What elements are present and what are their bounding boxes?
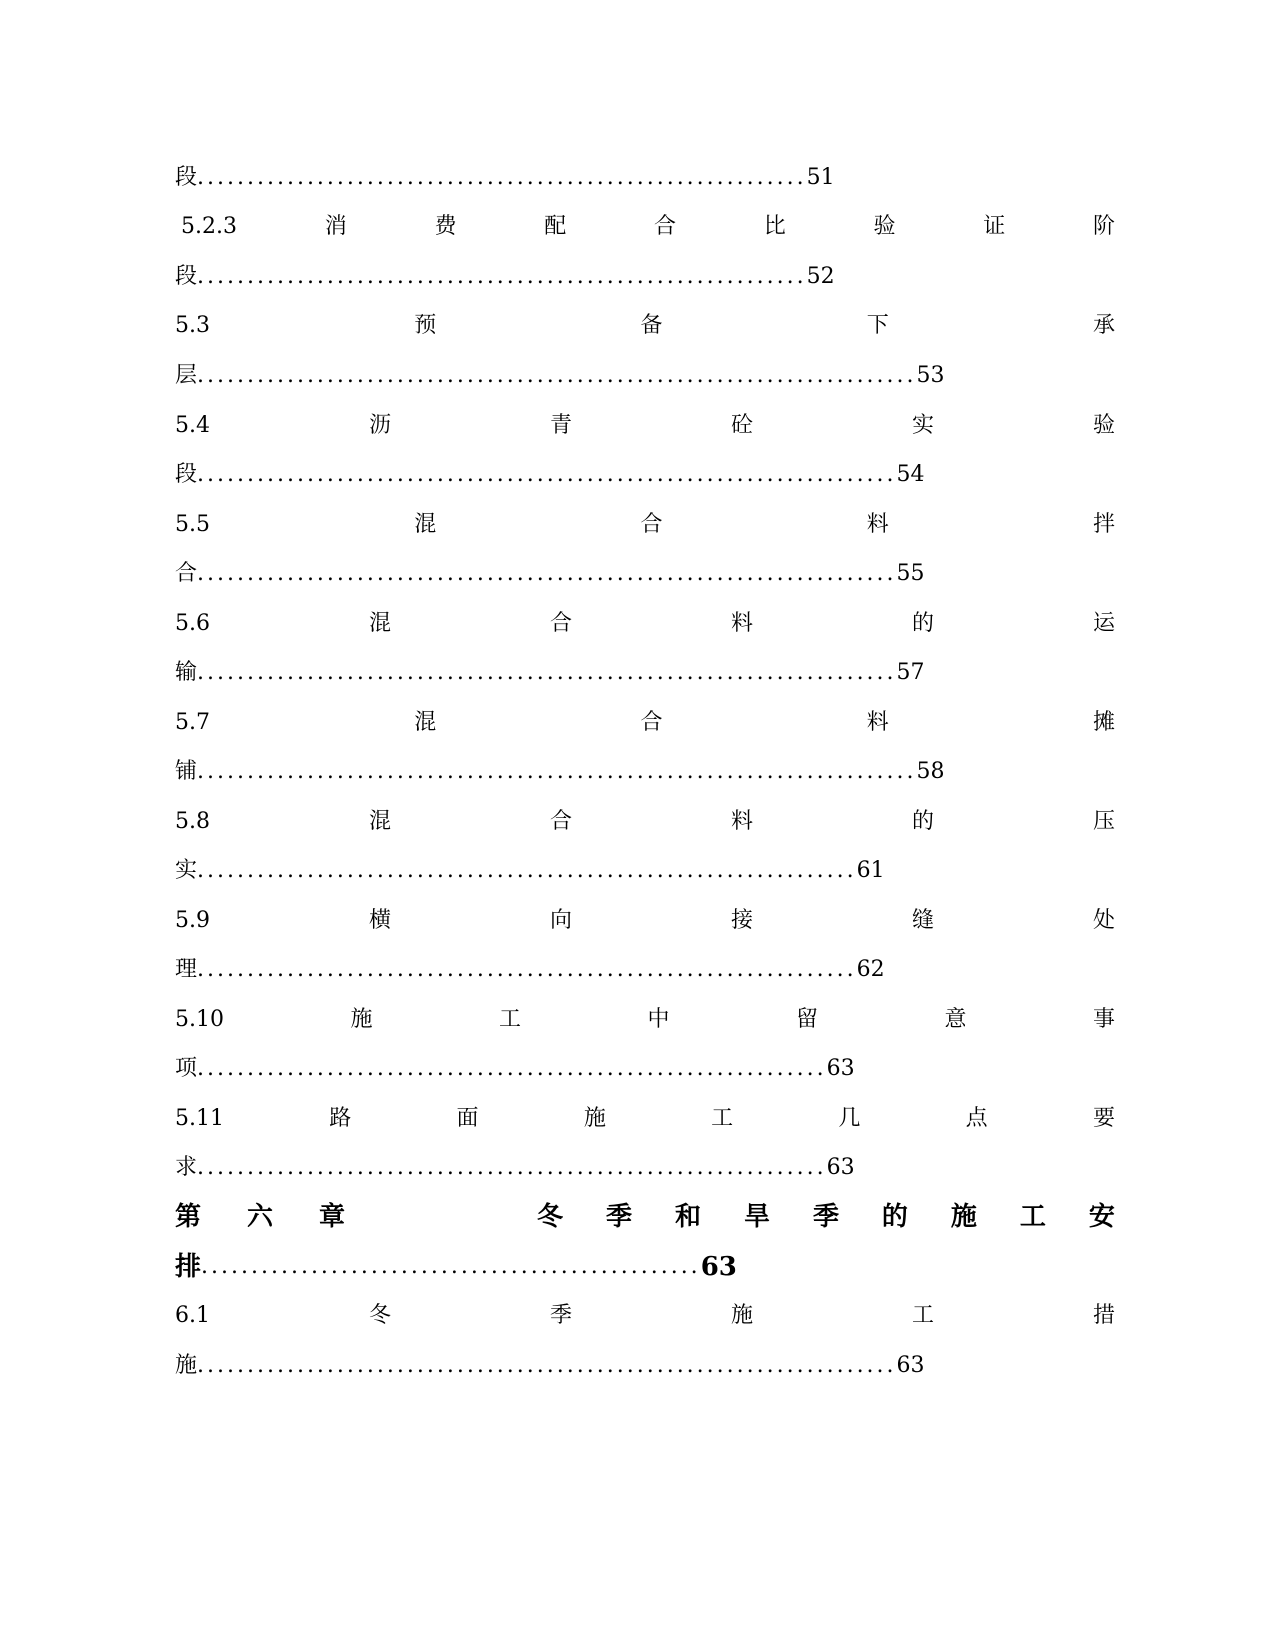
- toc-leader-dots: ..................................................................: [197, 957, 857, 982]
- toc-leader-dots: ..................................................................: [197, 858, 857, 883]
- toc-section-number: 5.5: [175, 512, 210, 537]
- toc-title-char: 向: [549, 908, 572, 933]
- toc-title-char: 几: [838, 1106, 861, 1131]
- toc-title-char: 压: [1092, 809, 1115, 834]
- toc-leader-dots: .............................................................: [197, 264, 807, 289]
- toc-entry-5-5[interactable]: [175, 508, 1115, 542]
- toc-leader-dots: ...............................................................: [197, 1155, 827, 1180]
- toc-leader-dots: ........................................................................: [197, 363, 917, 388]
- toc-title-char: 冬: [537, 1202, 564, 1232]
- toc-title-char: 证: [983, 214, 1006, 239]
- toc-leader-dots: ..................................................: [201, 1254, 701, 1279]
- toc-leader-dots: ......................................................................: [197, 561, 897, 586]
- toc-leader-dots: ......................................................................: [197, 1353, 897, 1378]
- toc-title-char: 第: [175, 1202, 202, 1232]
- toc-title-char: 点: [965, 1106, 988, 1131]
- toc-section-number: 6.1: [175, 1303, 210, 1328]
- toc-title-char: 处: [1092, 908, 1115, 933]
- toc-title-char: 配: [544, 214, 567, 239]
- toc-title-char: 施: [583, 1106, 606, 1131]
- toc-title-char: 施: [350, 1007, 373, 1032]
- toc-entry-lead: 理: [175, 957, 198, 982]
- toc-entry-5-8[interactable]: [175, 805, 1115, 839]
- toc-entry-continuation: [175, 557, 1115, 591]
- toc-title-char: 比: [763, 214, 786, 239]
- toc-title-char: 运: [1092, 611, 1115, 636]
- toc-entry-continuation: [175, 656, 1115, 690]
- toc-page-number: 63: [826, 1056, 855, 1081]
- toc-title-char: 施: [950, 1202, 977, 1232]
- toc-title-char: 的: [911, 611, 934, 636]
- toc-title-char: 混: [414, 512, 437, 537]
- toc-title-char: 合: [640, 710, 663, 735]
- toc-entry-5-4[interactable]: [175, 409, 1115, 443]
- toc-title-char: 留: [795, 1007, 818, 1032]
- toc-title-char: 工: [711, 1106, 734, 1131]
- toc-title-char: 备: [640, 313, 663, 338]
- toc-entry-continuation: [175, 1052, 1115, 1086]
- toc-title-char: 的: [881, 1202, 908, 1232]
- toc-entry-continuation: [175, 1250, 1115, 1284]
- toc-entry-5-9[interactable]: [175, 904, 1115, 938]
- toc-entry-5-11[interactable]: [175, 1102, 1115, 1136]
- toc-title-char: 接: [730, 908, 753, 933]
- toc-page-number: 63: [826, 1155, 855, 1180]
- toc-entry-continuation: [175, 854, 1115, 888]
- toc-title-char: 实: [911, 413, 934, 438]
- toc-leader-dots: ......................................................................: [197, 660, 897, 685]
- toc-title-char: 沥: [368, 413, 391, 438]
- toc-chapter-title: [537, 1200, 1115, 1234]
- toc-title-char: 的: [911, 809, 934, 834]
- toc-section-number: 5.11: [175, 1106, 224, 1131]
- toc-entry-5-7[interactable]: [175, 706, 1115, 740]
- toc-leader-dots: ......................................................................: [197, 462, 897, 487]
- toc-title-char: 预: [414, 313, 437, 338]
- toc-page-number: 53: [916, 363, 945, 388]
- toc-title-char: 混: [414, 710, 437, 735]
- toc-entry-continuation: [175, 359, 1115, 393]
- toc-title-char: 措: [1092, 1303, 1115, 1328]
- toc-entry-lead: 施: [175, 1353, 198, 1378]
- toc-entry-6-1[interactable]: [175, 1299, 1115, 1333]
- toc-page-number: 62: [856, 957, 885, 982]
- toc-title-char: 合: [653, 214, 676, 239]
- toc-section-number: 5.9: [175, 908, 210, 933]
- toc-section-number: 5.3: [175, 313, 210, 338]
- toc-title-char: 混: [368, 611, 391, 636]
- toc-page-number: 58: [916, 759, 945, 784]
- toc-section-number: 5.10: [175, 1007, 224, 1032]
- toc-title-char: 季: [605, 1202, 632, 1232]
- toc-entry-lead: 段: [175, 462, 198, 487]
- toc-entry-5-2-3[interactable]: [175, 210, 1115, 244]
- toc-title-char: 冬: [368, 1303, 391, 1328]
- toc-title-char: 安: [1088, 1202, 1115, 1232]
- toc-page-number: 61: [856, 858, 885, 883]
- toc-entry-lead: 合: [175, 561, 198, 586]
- toc-title-char: 费: [434, 214, 457, 239]
- toc-chapter-label: [175, 1200, 345, 1234]
- toc-title-char: 混: [368, 809, 391, 834]
- toc-page-number: 57: [896, 660, 925, 685]
- toc-entry-continuation: [175, 161, 1115, 195]
- toc-entry-lead: 输: [175, 660, 198, 685]
- toc-entry-5-3[interactable]: [175, 309, 1115, 343]
- toc-entry-lead: 段: [175, 165, 198, 190]
- toc-title-char: 合: [640, 512, 663, 537]
- toc-entry-lead: 排: [175, 1252, 202, 1282]
- toc-title-char: 拌: [1092, 512, 1115, 537]
- toc-section-number: 5.4: [175, 413, 210, 438]
- toc-title-char: 工: [498, 1007, 521, 1032]
- toc-title-char: 验: [873, 214, 896, 239]
- toc-title-char: 路: [329, 1106, 352, 1131]
- toc-title-char: 意: [944, 1007, 967, 1032]
- toc-entry-lead: 段: [175, 264, 198, 289]
- toc-title-char: 青: [549, 413, 572, 438]
- toc-title-char: 和: [674, 1202, 701, 1232]
- toc-title-char: 工: [1019, 1202, 1046, 1232]
- toc-page-number: 63: [896, 1353, 925, 1378]
- toc-title-char: 验: [1092, 413, 1115, 438]
- toc-title-char: 章: [318, 1202, 345, 1232]
- toc-title-char: 季: [812, 1202, 839, 1232]
- toc-title-char: 料: [730, 611, 753, 636]
- toc-leader-dots: ........................................................................: [197, 759, 917, 784]
- toc-section-number: 5.2.3: [181, 214, 237, 239]
- toc-section-number: 5.8: [175, 809, 210, 834]
- toc-title-char: 下: [866, 313, 889, 338]
- toc-title-char: 旱: [743, 1202, 770, 1232]
- toc-page-number: 54: [896, 462, 925, 487]
- toc-title-char: 横: [368, 908, 391, 933]
- toc-entry-continuation: [175, 953, 1115, 987]
- toc-title-char: 事: [1092, 1007, 1115, 1032]
- toc-title-char: 料: [730, 809, 753, 834]
- toc-entry-continuation: [175, 1349, 1115, 1383]
- toc-leader-dots: .............................................................: [197, 165, 807, 190]
- toc-section-number: 5.6: [175, 611, 210, 636]
- toc-title-char: 承: [1092, 313, 1115, 338]
- toc-entry-lead: 求: [175, 1155, 198, 1180]
- toc-title-char: 缝: [911, 908, 934, 933]
- toc-page-number: 51: [806, 165, 835, 190]
- toc-title-char: 中: [647, 1007, 670, 1032]
- toc-title-char: 摊: [1092, 710, 1115, 735]
- toc-section-number: 5.7: [175, 710, 210, 735]
- toc-title-char: 料: [866, 512, 889, 537]
- toc-entry-lead: 层: [175, 363, 198, 388]
- toc-title-char: 消: [324, 214, 347, 239]
- toc-entry-lead: 铺: [175, 759, 198, 784]
- toc-title-char: 面: [456, 1106, 479, 1131]
- toc-title-char: 工: [911, 1303, 934, 1328]
- toc-page-number: 52: [806, 264, 835, 289]
- toc-title-char: 阶: [1092, 214, 1115, 239]
- toc-entry-5-10[interactable]: [175, 1003, 1115, 1037]
- toc-title-char: 要: [1092, 1106, 1115, 1131]
- toc-title-char: 料: [866, 710, 889, 735]
- toc-title-char: 季: [549, 1303, 572, 1328]
- toc-page-number: 55: [896, 561, 925, 586]
- toc-entry-lead: 项: [175, 1056, 198, 1081]
- toc-entry-continuation: [175, 458, 1115, 492]
- toc-entry-lead: 实: [175, 858, 198, 883]
- toc-entry-continuation: [175, 755, 1115, 789]
- toc-title-char: 六: [246, 1202, 273, 1232]
- toc-page-number: 63: [700, 1252, 737, 1282]
- toc-title-char: 合: [549, 809, 572, 834]
- toc-title-char: 砼: [730, 413, 753, 438]
- toc-entry-continuation: [175, 260, 1115, 294]
- toc-leader-dots: ...............................................................: [197, 1056, 827, 1081]
- toc-chapter-6[interactable]: [175, 1200, 1115, 1234]
- toc-entry-continuation: [175, 1151, 1115, 1185]
- toc-title-char: 施: [730, 1303, 753, 1328]
- toc-entry-5-6[interactable]: [175, 607, 1115, 641]
- toc-title-char: 合: [549, 611, 572, 636]
